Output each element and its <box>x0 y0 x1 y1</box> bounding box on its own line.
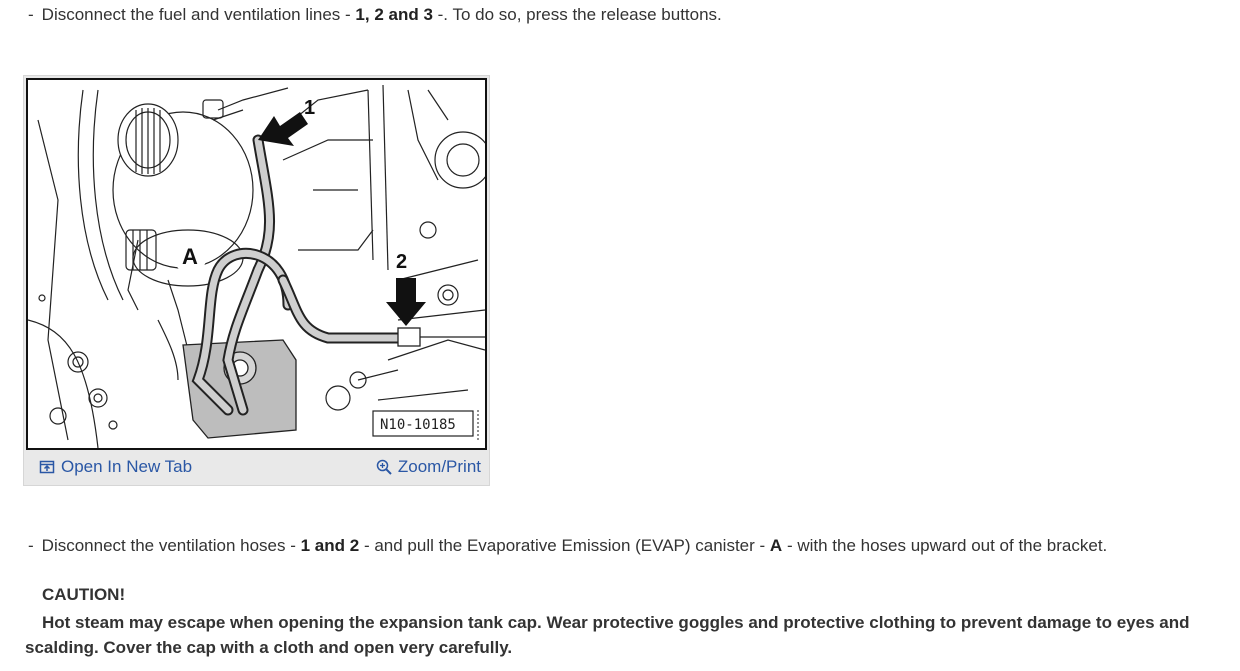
caution-title: CAUTION! <box>42 585 126 604</box>
figure-id: N10-10185 <box>380 417 456 433</box>
figure-link-bar <box>24 454 489 482</box>
zoom-print-label: Zoom/Print <box>397 457 481 476</box>
step-text: Disconnect the ventilation hoses - <box>41 536 296 555</box>
instruction-step-2 <box>28 535 1107 557</box>
label-1: 1 <box>304 97 316 119</box>
step-text: Disconnect the fuel and ventilation lines - <box>41 5 351 24</box>
step-dash: - <box>28 5 34 24</box>
engine-diagram[interactable] <box>26 78 487 450</box>
figure-container <box>23 75 490 486</box>
zoom-print-link[interactable] <box>376 457 481 477</box>
zoom-in-icon <box>376 459 392 475</box>
arrow-2 <box>386 278 426 326</box>
open-in-new-tab-label: Open In New Tab <box>61 457 193 476</box>
step-bold-canister: A <box>769 536 783 555</box>
step-text-end: - with the hoses upward out of the bracket. <box>786 536 1108 555</box>
open-new-tab-icon <box>39 459 55 475</box>
step-bold-hoses: 1 and 2 <box>300 536 360 555</box>
arrow-1 <box>258 112 308 146</box>
open-in-new-tab-link[interactable] <box>39 457 192 477</box>
step-dash: - <box>28 536 34 555</box>
step-bold-parts: 1, 2 and 3 <box>355 5 433 24</box>
step-text-mid: - and pull the Evaporative Emission (EVAP) canister - <box>363 536 766 555</box>
instruction-step-1 <box>28 4 722 26</box>
caution-body: Hot steam may escape when opening the expansion tank cap. Wear protective goggles and protective clothing to prevent damage to eyes and scalding. Cover the cap with a cloth and open very carefully. <box>25 613 1190 657</box>
label-a: A <box>182 244 198 269</box>
label-2: 2 <box>396 251 408 273</box>
step-text-end: -. To do so, press the release buttons. <box>437 5 722 24</box>
